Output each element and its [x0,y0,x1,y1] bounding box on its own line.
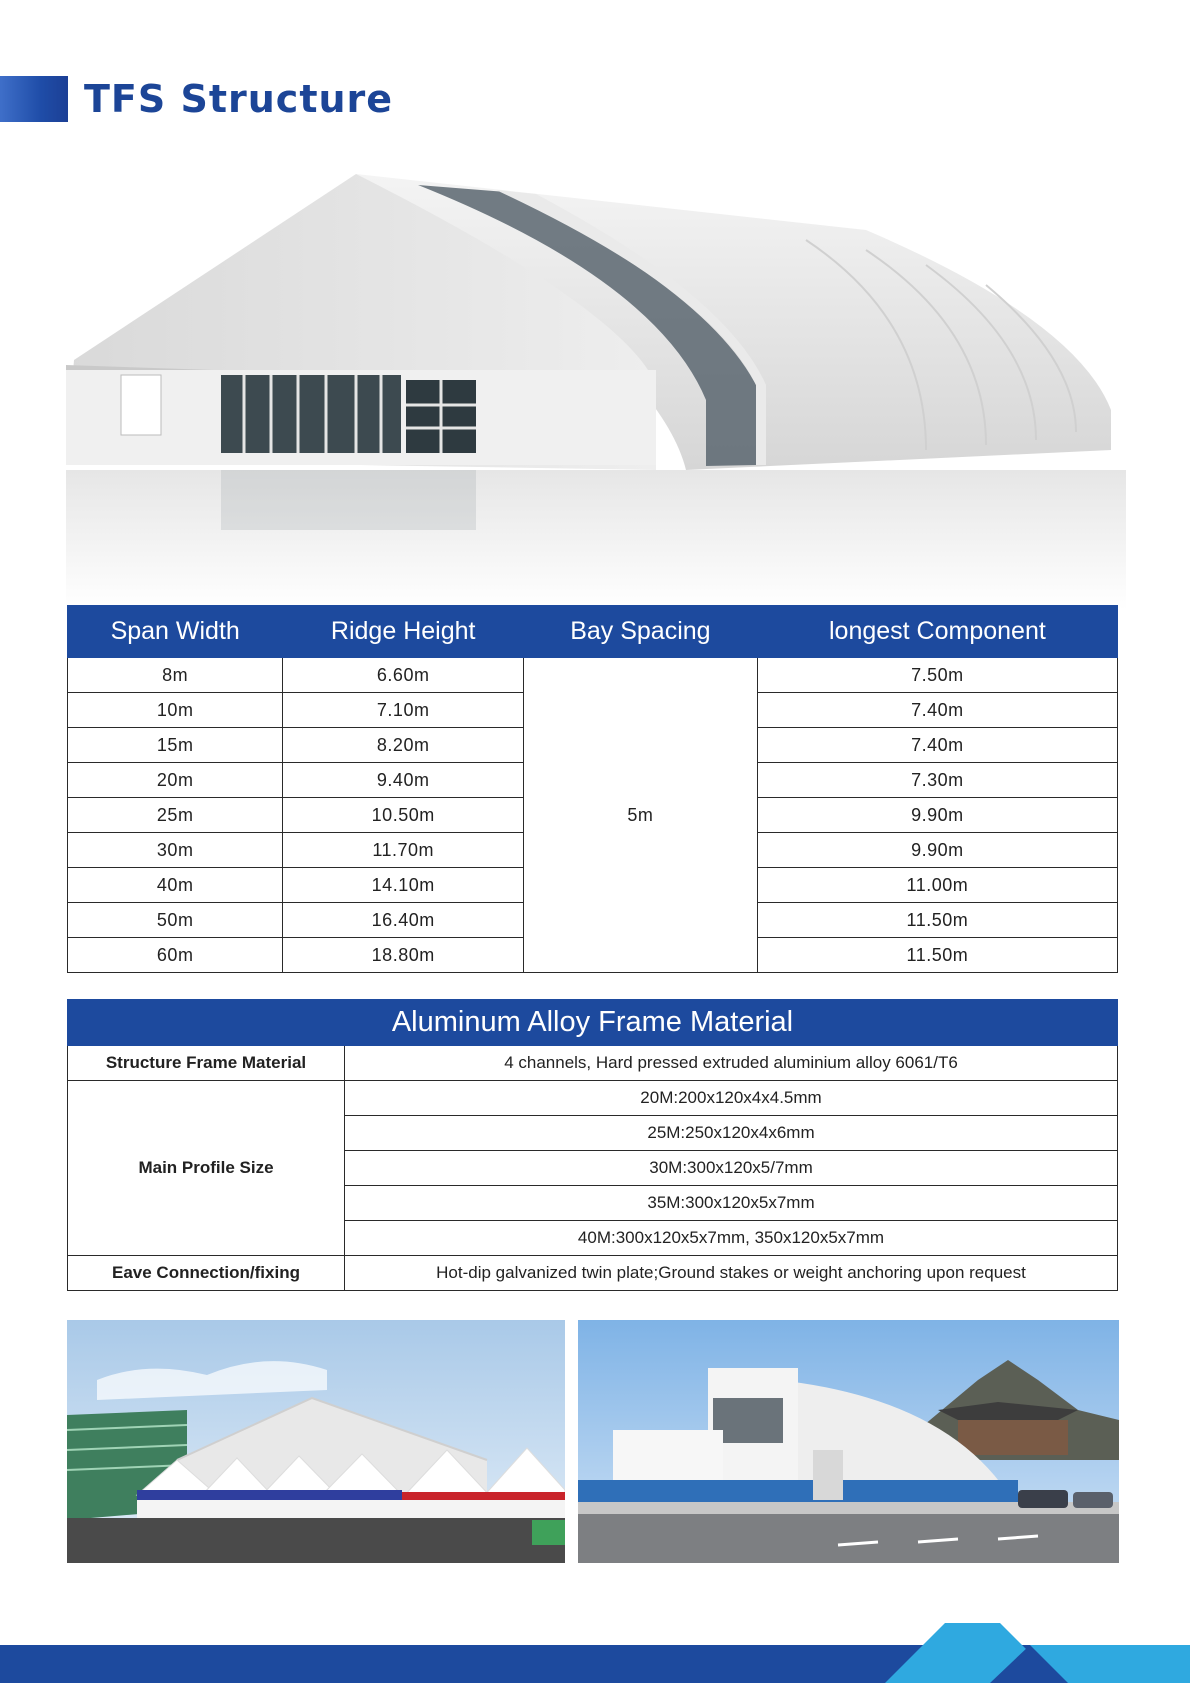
component-cell: 9.90m [757,833,1117,868]
ridge-cell: 7.10m [283,693,524,728]
span-cell: 30m [68,833,283,868]
table-row [68,1081,1118,1116]
component-cell: 11.50m [757,903,1117,938]
component-cell: 9.90m [757,798,1117,833]
frame-material-label: Structure Frame Material [68,1046,345,1081]
span-cell: 15m [68,728,283,763]
footer-decor-band [0,1623,1190,1683]
component-cell: 11.00m [757,868,1117,903]
ridge-cell: 10.50m [283,798,524,833]
profile-size-value: 20M:200x120x4x4.5mm [345,1081,1118,1116]
eave-connection-value: Hot-dip galvanized twin plate;Ground stakes or weight anchoring upon request [345,1256,1118,1291]
span-cell: 25m [68,798,283,833]
profile-size-value: 25M:250x120x4x6mm [345,1116,1118,1151]
span-cell: 20m [68,763,283,798]
table-row [68,658,1118,693]
ridge-cell: 16.40m [283,903,524,938]
eave-connection-label: Eave Connection/fixing [68,1256,345,1291]
span-cell: 8m [68,658,283,693]
hero-tent-image [66,170,1126,610]
ridge-cell: 9.40m [283,763,524,798]
bay-spacing-cell: 5m [524,658,758,973]
header-longest-component: longest Component [757,606,1117,658]
ridge-cell: 18.80m [283,938,524,973]
frame-material-value: 4 channels, Hard pressed extruded aluminium alloy 6061/T6 [345,1046,1118,1081]
component-cell: 7.50m [757,658,1117,693]
ridge-cell: 6.60m [283,658,524,693]
header-ridge-height: Ridge Height [283,606,524,658]
span-cell: 10m [68,693,283,728]
header-bay-spacing: Bay Spacing [524,606,758,658]
material-table [67,999,1118,1291]
component-cell: 7.40m [757,693,1117,728]
profile-size-label: Main Profile Size [68,1081,345,1256]
header-span-width: Span Width [68,606,283,658]
component-cell: 7.30m [757,763,1117,798]
table-row [68,1256,1118,1291]
title-accent-bar [0,76,68,122]
profile-size-value: 35M:300x120x5x7mm [345,1186,1118,1221]
span-cell: 50m [68,903,283,938]
spec-table [67,605,1118,973]
profile-size-value: 30M:300x120x5/7mm [345,1151,1118,1186]
component-cell: 11.50m [757,938,1117,973]
material-table-title: Aluminum Alloy Frame Material [68,1000,1118,1046]
photo-palace-venue [578,1320,1119,1563]
profile-size-value: 40M:300x120x5x7mm, 350x120x5x7mm [345,1221,1118,1256]
ridge-cell: 14.10m [283,868,524,903]
page-title: TFS Structure [84,77,394,121]
ridge-cell: 11.70m [283,833,524,868]
span-cell: 60m [68,938,283,973]
ridge-cell: 8.20m [283,728,524,763]
photo-event-site [67,1320,565,1563]
component-cell: 7.40m [757,728,1117,763]
table-row [68,1046,1118,1081]
span-cell: 40m [68,868,283,903]
